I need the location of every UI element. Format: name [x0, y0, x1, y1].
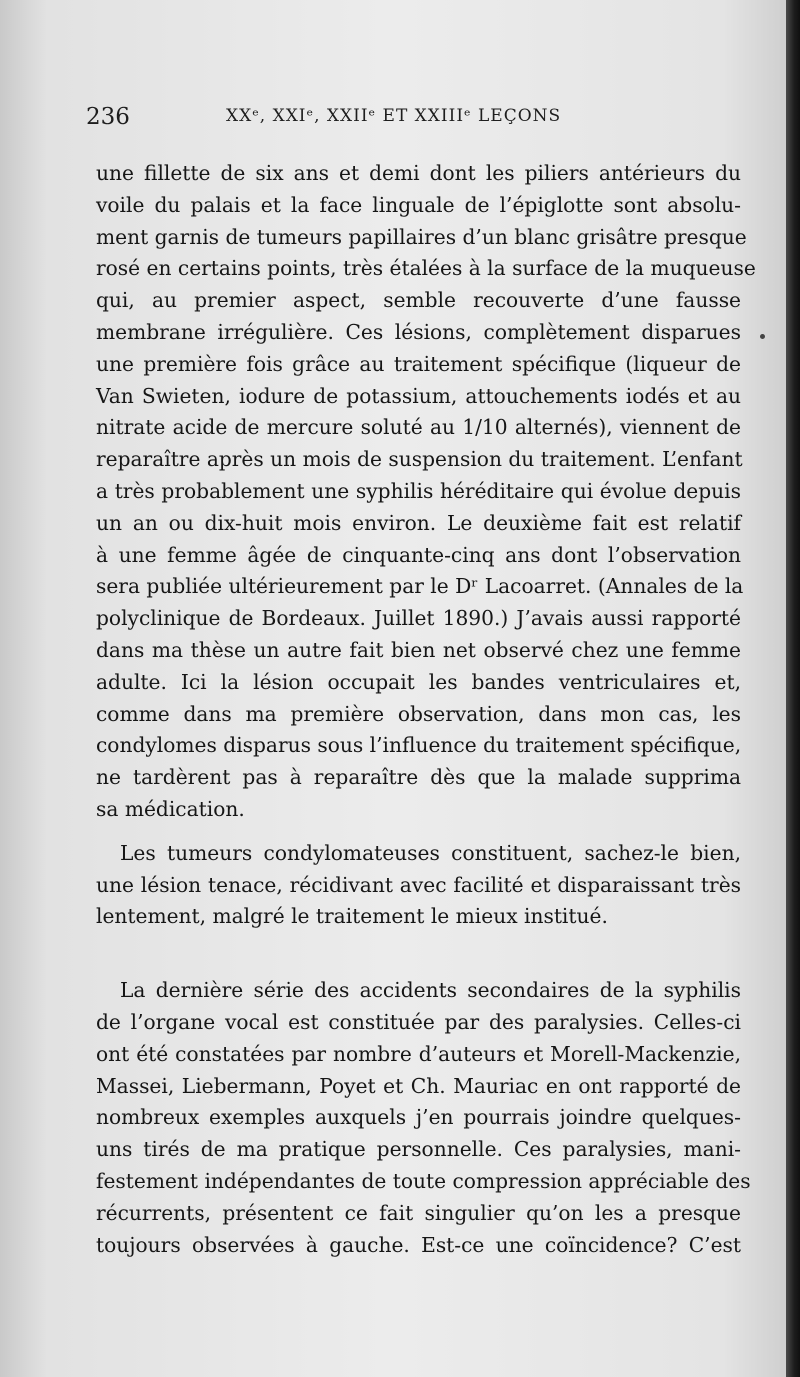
text-line: lentement, malgré le traitement le mieux institué. [96, 904, 608, 929]
text-line: une première fois grâce au traitement spécifique (liqueur de [96, 351, 741, 376]
text-line: polyclinique de Bordeaux. Juillet 1890.) J’avais aussi rapporté [96, 606, 741, 631]
text-line: voile du palais et la face linguale de l’épiglotte sont absolu- [96, 192, 741, 217]
text-line: sa médication. [96, 796, 245, 821]
text-line: a très probablement une syphilis héréditaire qui évolue depuis [96, 478, 741, 503]
text-line: La dernière série des accidents secondaires de la syphilis [120, 978, 741, 1003]
text-line: toujours observées à gauche. Est-ce une coïncidence? C’est [96, 1232, 741, 1257]
text-line: un an ou dix-huit mois environ. Le deuxième fait est relatif [96, 510, 741, 535]
text-line: uns tirés de ma pratique personnelle. Ces paralysies, mani- [96, 1137, 741, 1162]
paragraph [96, 838, 741, 933]
text-line: ment garnis de tumeurs papillaires d’un blanc grisâtre presque [96, 224, 747, 249]
text-line: adulte. Ici la lésion occupait les bandes ventriculaires et, [96, 669, 741, 694]
text-line: nombreux exemples auxquels j’en pourrais joindre quelques- [96, 1105, 741, 1130]
text-line: dans ma thèse un autre fait bien net observé chez une femme [96, 637, 741, 662]
paragraph [96, 158, 756, 826]
text-line: Les tumeurs condylomateuses constituent, sachez-le bien, [120, 840, 741, 865]
page-edge-shadow [786, 0, 800, 1377]
running-head: XXᵉ, XXIᵉ, XXIIᵉ ET XXIIIᵉ LEÇONS [226, 106, 562, 126]
text-line: à une femme âgée de cinquante-cinq ans dont l’observation [96, 542, 741, 567]
ink-speck [760, 334, 765, 339]
text-line: ne tardèrent pas à reparaître dès que la malade supprima [96, 765, 741, 790]
text-line: nitrate acide de mercure soluté au 1/10 alternés), viennent de [96, 415, 741, 440]
text-line: une fillette de six ans et demi dont les piliers antérieurs du [96, 161, 741, 185]
text-line: festement indépendantes de toute compression appréciable des [96, 1168, 751, 1193]
page-number: 236 [86, 104, 130, 130]
text-line: comme dans ma première observation, dans mon cas, les [96, 701, 741, 726]
text-line: reparaître après un mois de suspension du traitement. L’enfant [96, 447, 743, 472]
paragraph [96, 975, 751, 1261]
text-line: membrane irrégulière. Ces lésions, complètement disparues [96, 319, 741, 344]
text-line: qui, au premier aspect, semble recouverte d’une fausse [96, 288, 741, 313]
text-line: Massei, Liebermann, Poyet et Ch. Mauriac en ont rapporté de [96, 1073, 741, 1098]
text-line: une lésion tenace, récidivant avec facilité et disparaissant très [96, 872, 741, 897]
page-header [86, 96, 746, 136]
text-line: Van Swieten, iodure de potassium, attouchements iodés et au [96, 383, 741, 408]
text-line: condylomes disparus sous l’influence du traitement spécifique, [96, 733, 742, 758]
text-line: de l’organe vocal est constituée par des paralysies. Celles-ci [96, 1009, 741, 1034]
body-text [96, 158, 756, 1261]
text-line: ont été constatées par nombre d’auteurs et Morell-Mackenzie, [96, 1041, 741, 1066]
text-line: récurrents, présentent ce fait singulier qu’on les a presque [96, 1200, 741, 1225]
text-line: sera publiée ultérieurement par le Dʳ Lacoarret. (Annales de la [96, 574, 744, 599]
text-line: rosé en certains points, très étalées à la surface de la muqueuse [96, 256, 756, 281]
